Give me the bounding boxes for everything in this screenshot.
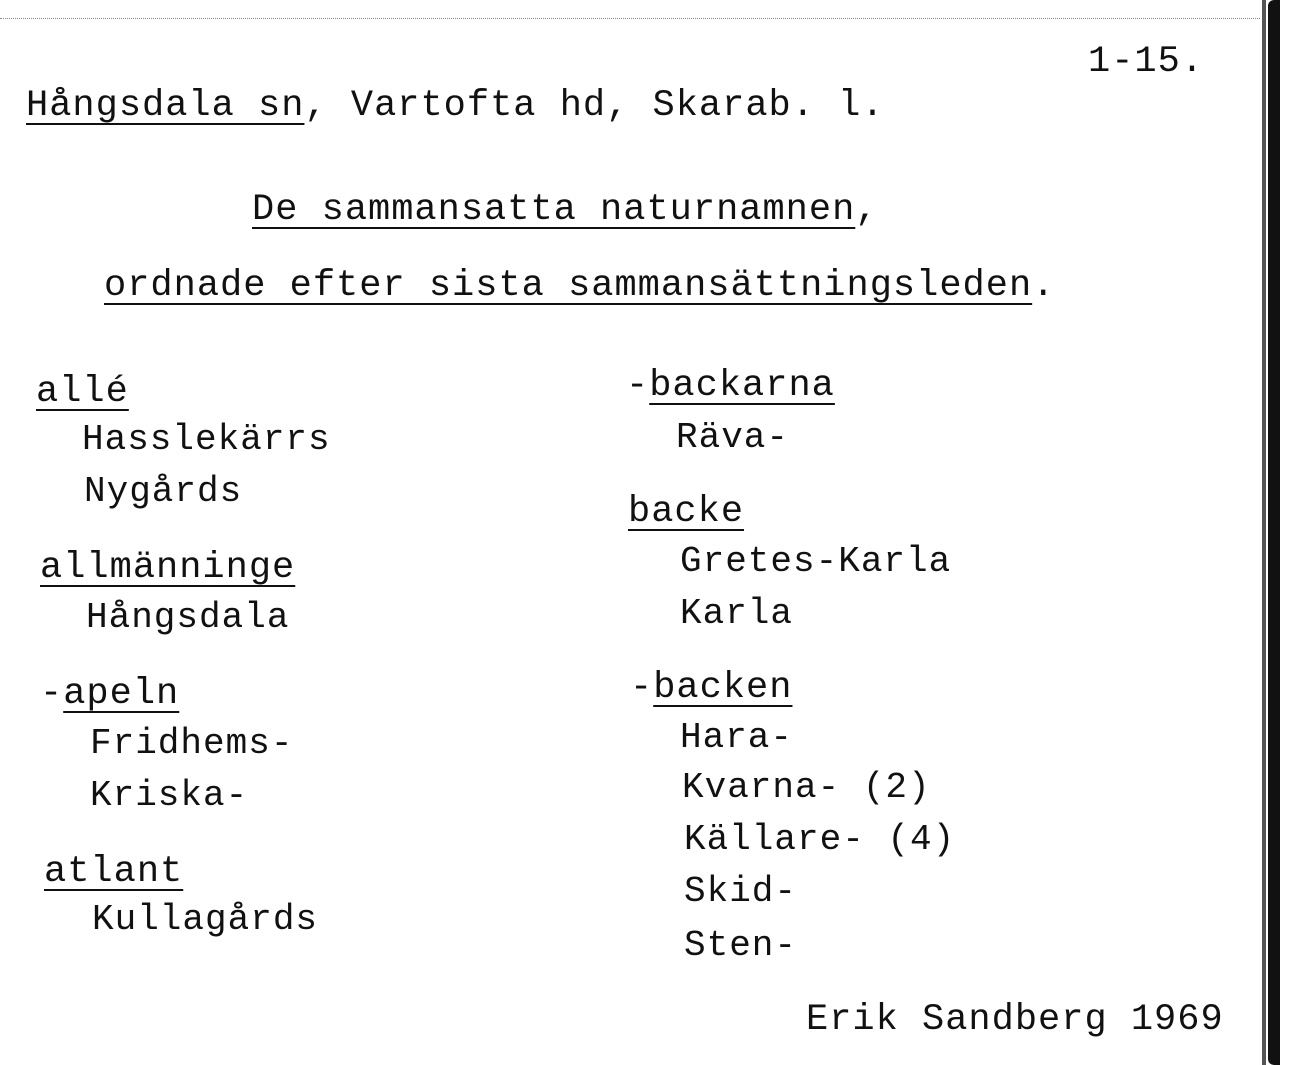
- name-entry: Gretes-Karla: [680, 541, 952, 582]
- heading-backe: backe: [628, 491, 745, 533]
- name-entry: Kvarna- (2): [682, 767, 931, 808]
- card-right-edge: [1268, 0, 1280, 1065]
- signature: Erik Sandberg 1969: [806, 999, 1224, 1041]
- name-entry: Hångsdala: [86, 597, 290, 638]
- title-line-2: ordnade efter sista sammansättningsleden.: [104, 265, 1056, 307]
- title-line-1: De sammansatta naturnamnen,: [252, 189, 879, 231]
- name-entry: Källare- (4): [684, 819, 956, 860]
- heading-apeln: -apeln: [40, 673, 180, 715]
- name-entry: Skid-: [684, 871, 798, 912]
- title-text-2: ordnade efter sista sammansättningsleden: [104, 265, 1033, 307]
- name-entry: Nygårds: [84, 471, 243, 512]
- heading-backarna: -backarna: [626, 365, 835, 407]
- name-entry: Hara-: [680, 717, 794, 758]
- card-right-shadow: [1262, 0, 1266, 1065]
- name-entry: Sten-: [684, 925, 798, 966]
- heading-backen: -backen: [630, 667, 793, 709]
- card-number: 1-15.: [1088, 41, 1205, 83]
- place-header: [26, 84, 885, 128]
- name-entry: Kullagårds: [92, 899, 319, 940]
- district-county: , Vartofta hd, Skarab. l.: [304, 85, 885, 127]
- name-entry: Hasslekärrs: [82, 419, 331, 460]
- name-entry: Räva-: [676, 417, 790, 458]
- name-entry: Kriska-: [90, 775, 249, 816]
- heading-atlant: atlant: [44, 851, 184, 893]
- heading-alle: allé: [36, 371, 129, 413]
- heading-allmanninge: allmänninge: [40, 547, 296, 589]
- name-entry: Fridhems-: [90, 723, 294, 764]
- card-top-edge: [0, 18, 1260, 19]
- name-entry: Karla: [680, 593, 794, 634]
- parish-name: Hångsdala sn: [26, 85, 305, 127]
- title-text-1: De sammansatta naturnamnen: [252, 189, 856, 231]
